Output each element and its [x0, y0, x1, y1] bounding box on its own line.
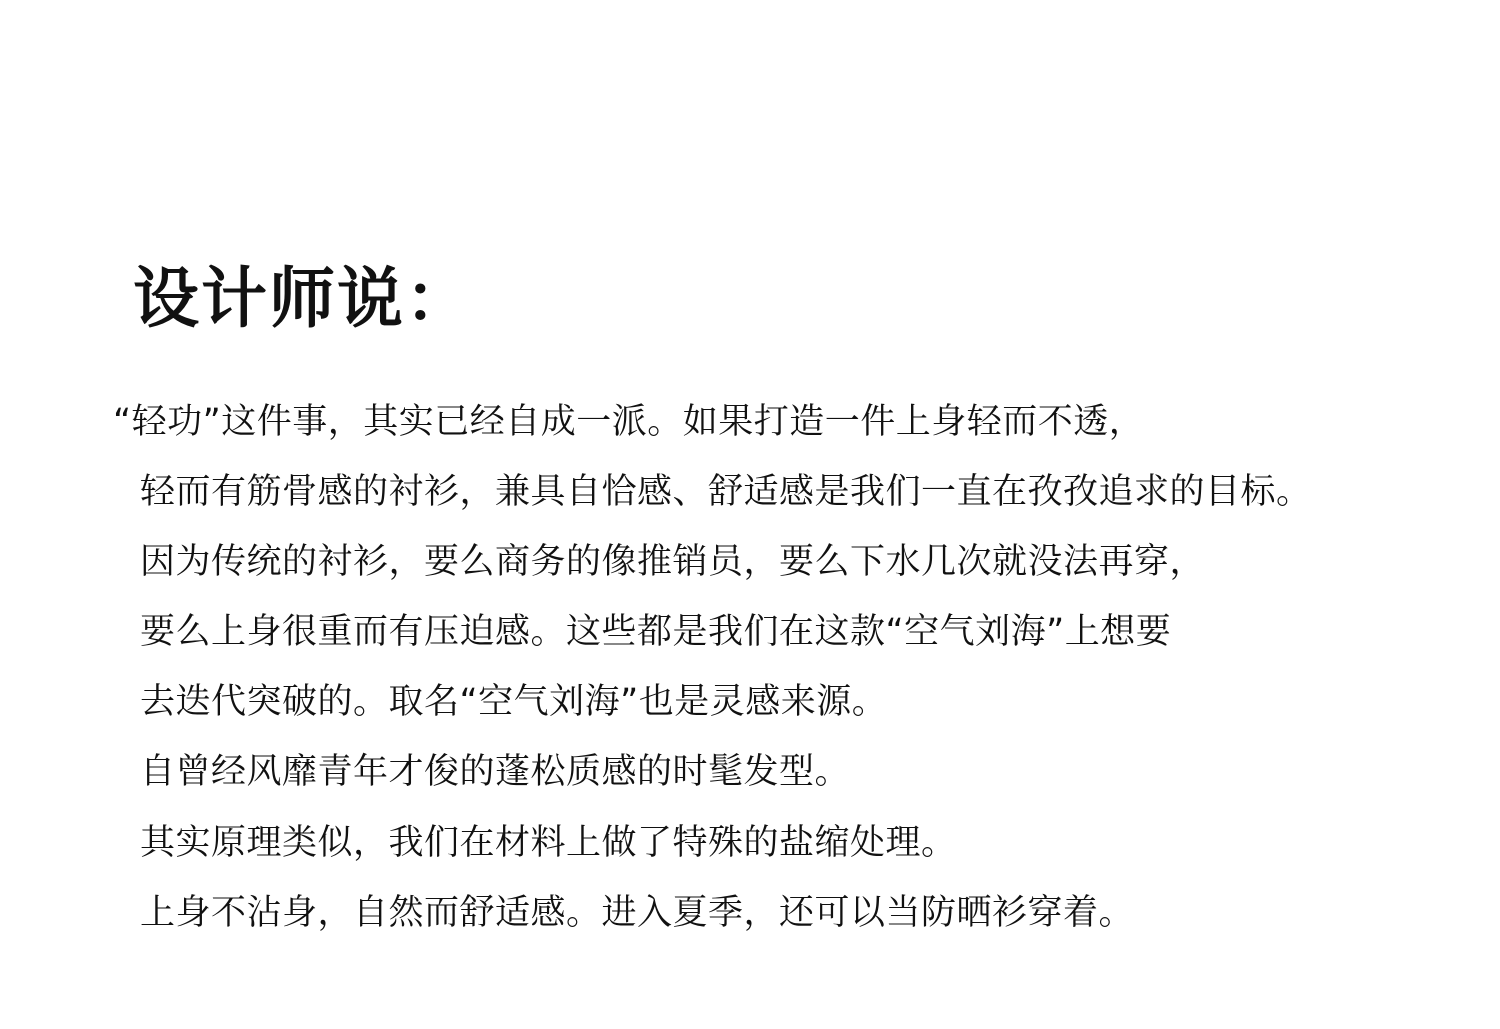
- paragraph-line-1: “轻功”这件事，其实已经自成一派。如果打造一件上身轻而不透，: [113, 402, 1145, 442]
- page-title: 设计师说：: [133, 260, 473, 337]
- paragraph-line-6: 自曾经风靡青年才俊的蓬松质感的时髦发型。: [140, 752, 851, 792]
- paragraph-line-7: 其实原理类似，我们在材料上做了特殊的盐缩处理。: [140, 823, 957, 863]
- paragraph-line-5: 去迭代突破的。取名“空气刘海”也是灵感来源。: [140, 682, 888, 722]
- paragraph-line-4: 要么上身很重而有压迫感。这些都是我们在这款“空气刘海”上想要: [140, 612, 1172, 652]
- paragraph-line-3: 因为传统的衬衫，要么商务的像推销员，要么下水几次就没法再穿，: [140, 542, 1206, 582]
- paragraph-line-2: 轻而有筋骨感的衬衫，兼具自恰感、舒适感是我们一直在孜孜追求的目标。: [140, 472, 1312, 512]
- paragraph-line-8: 上身不沾身，自然而舒适感。进入夏季，还可以当防晒衫穿着。: [140, 893, 1135, 933]
